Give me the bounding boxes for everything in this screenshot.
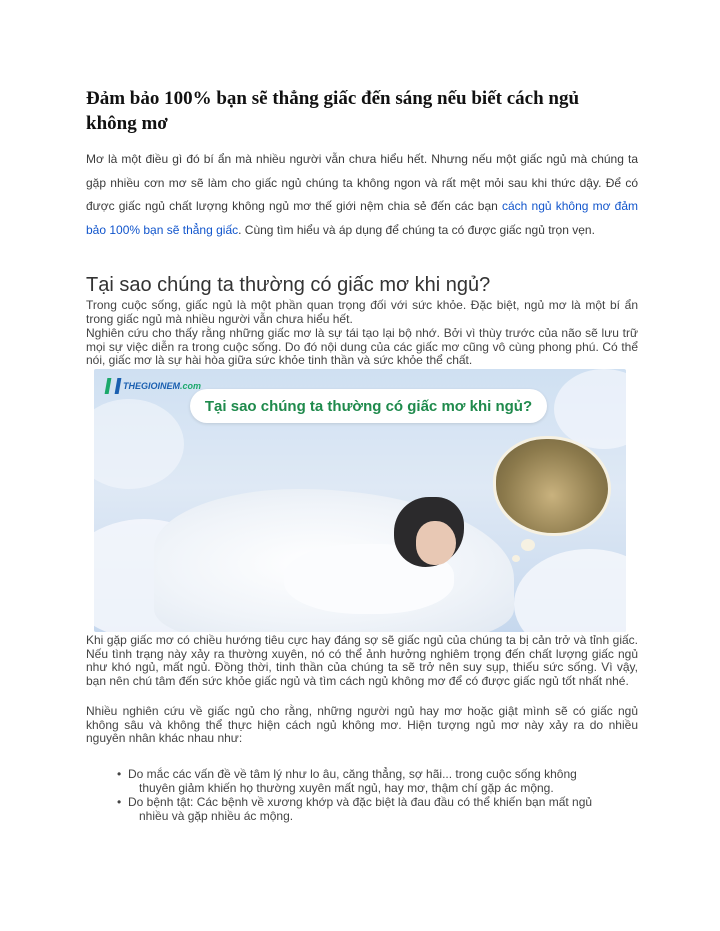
cloud-shape [514, 549, 626, 632]
dream-bubble [493, 436, 611, 536]
list-item [117, 767, 637, 795]
article-hero-image [94, 369, 626, 632]
brand-logo [106, 378, 201, 394]
logo-text-main: THEGIOINEM [123, 381, 181, 391]
intro-text-before-link: Mơ là một điều gì đó bí ẩn mà nhiều người vẫn chưa hiểu hết. Nhưng nếu một giấc ngủ mà chúng ta gặp nhiều cơn mơ sẽ làm cho giấc ngủ chúng ta không ngon và rất mệt mỏi sau khi thức dậy. Để có được giấc ngủ chất lượng không ngủ mơ thế giới nệm chia sẻ đến các bạn [86, 152, 638, 213]
article-title: Đảm bảo 100% bạn sẽ thẳng giấc đến sáng nếu biết cách ngủ không mơ [86, 88, 580, 134]
sleeper-face-shape [416, 521, 456, 565]
bullet-icon: • [117, 795, 122, 809]
image-banner [190, 389, 547, 423]
list-item-line: Do mắc các vấn đề về tâm lý như lo âu, căng thẳng, sợ hãi... trong cuộc sống không [128, 767, 577, 781]
list-item-line: nhiều và gặp nhiều ác mộng. [139, 809, 294, 823]
dream-bubble-dot [512, 555, 520, 562]
paragraph-3: Khi gặp giấc mơ có chiều hướng tiêu cực hay đáng sợ sẽ giấc ngủ của chúng ta bị cản trở và tỉnh giấc. Nếu tình trạng này xảy ra thường xuyên, nó có thể ảnh hưởng nghiêm trọng đến chất lượng giấc ngủ như khó ngủ, mất ngủ. Đồng thời, tinh thần của chúng ta sẽ trở nên suy sụp, thiếu sức sống. Vì vậy, bạn nên chú tâm đến sức khỏe giấc ngủ và tìm cách ngủ không mơ để có được giấc ngủ tốt nhất nhé. [86, 633, 638, 688]
intro-link[interactable]: cách ngủ không mơ đảm bảo 100% bạn sẽ thẳng giấc [86, 199, 638, 237]
paragraph-1: Trong cuộc sống, giấc ngủ là một phần quan trọng đối với sức khỏe. Đặc biệt, ngủ mơ là một bí ẩn trong giấc ngủ mà nhiều người vẫn chưa hiểu hết. [86, 298, 638, 326]
section-heading: Tại sao chúng ta thường có giấc mơ khi ngủ? [86, 274, 491, 296]
logo-text-suffix: .com [180, 381, 202, 391]
intro-text-after-link: . Cùng tìm hiểu và áp dụng để chúng ta có được giấc ngủ trọn vẹn. [238, 222, 595, 237]
list-item-line: Do bệnh tật: Các bệnh về xương khớp và đặc biệt là đau đầu có thể khiến bạn mất ngủ [128, 795, 593, 809]
dream-bubble-dot [521, 539, 535, 551]
image-banner-text: Tại sao chúng ta thường có giấc mơ khi ngủ? [204, 397, 533, 415]
paragraph-4: Nhiều nghiên cứu về giấc ngủ cho rằng, những người ngủ hay mơ hoặc giật mình sẽ có giấc ngủ không sâu và không thể thực hiện cách ngủ không mơ. Hiện tượng ngủ mơ này xảy ra do nhiều nguyên nhân khác nhau như: [86, 704, 638, 745]
cloud-shape [94, 399, 184, 489]
paragraph-2: Nghiên cứu cho thấy rằng những giấc mơ là sự tái tạo lại bộ nhớ. Bởi vì thùy trước của não sẽ lưu trữ mọi sự việc diễn ra trong cuộc sống. Do đó nội dung của các giấc mơ cũng vô cùng phong phú. Có thể nói, giấc mơ là sự hài hòa giữa sức khỏe tinh thần và sức khỏe thể chất. [86, 326, 638, 367]
cause-list [117, 767, 637, 823]
bullet-icon: • [117, 767, 122, 781]
brand-logo-icon [105, 378, 122, 394]
list-item-line: thuyên giảm khiến họ thường xuyên mất ngủ, hay mơ, thậm chí gặp ác mộng. [139, 781, 554, 795]
list-item [117, 795, 637, 823]
brand-logo-text [123, 381, 201, 391]
intro-paragraph [86, 148, 638, 242]
